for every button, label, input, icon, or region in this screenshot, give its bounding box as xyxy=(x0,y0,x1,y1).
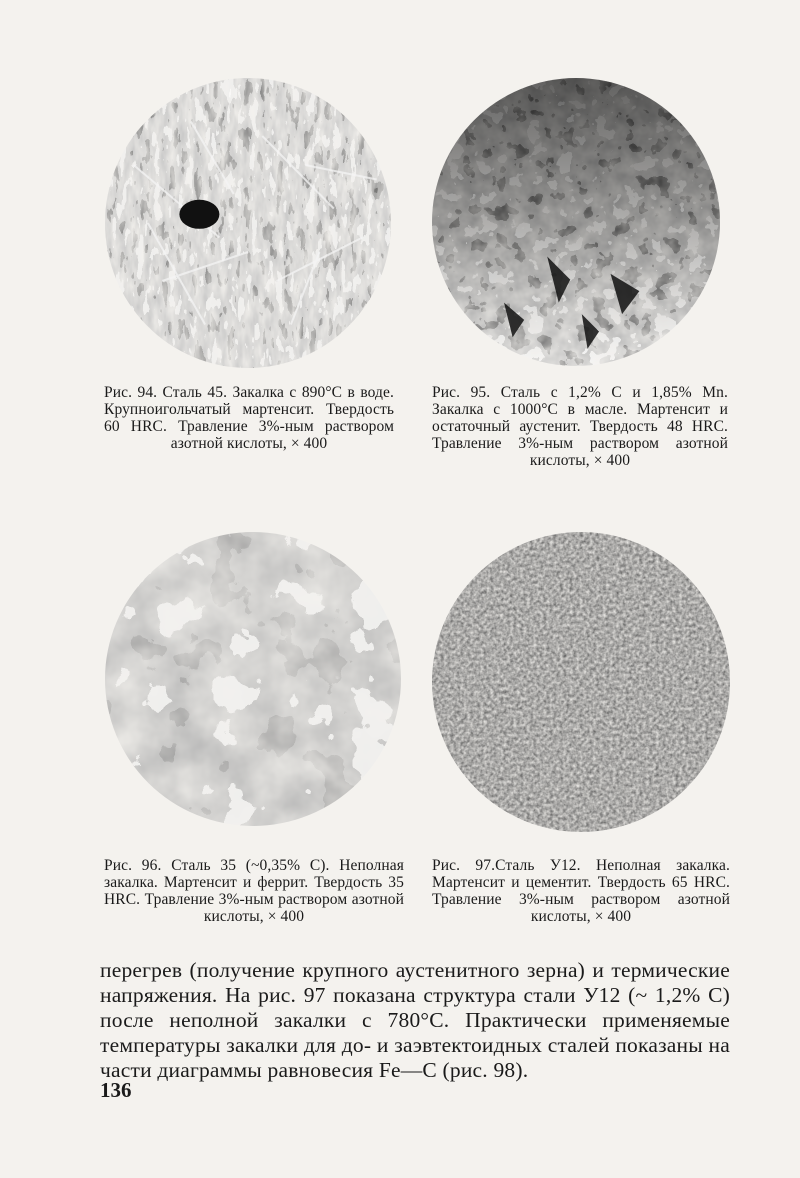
page-number: 136 xyxy=(100,1078,132,1102)
caption-fig95: Рис. 95. Сталь с 1,2% С и 1,85% Mn. Закалка с 1000°С в масле. Мартенсит и остаточный аустенит. Твердость 48 HRC. Травление 3%-ным раствором азотной кислоты, × 400 xyxy=(432,384,728,469)
caption-fig94: Рис. 94. Сталь 45. Закалка с 890°С в воде. Крупноигольчатый мартенсит. Твердость 60 HRC. Травление 3%-ным раствором азотной кислоты, × 400 xyxy=(104,384,394,452)
body-paragraph: перегрев (получение крупного аустенитного зерна) и термические напряжения. На рис. 97 показана структура стали У12 (~ 1,2% С) после неполной закалки с 780°С. Практически применяемые температуры закалки для до- и заэвтектоидных сталей показаны на части диаграммы равновесия Fe—C (рис. 98). xyxy=(100,958,730,1082)
caption-fig97: Рис. 97.Сталь У12. Неполная закалка. Мартенсит и цементит. Твердость 65 HRC. Травление 3%-ным раствором азотной кислоты, × 400 xyxy=(432,857,730,925)
micrograph-fig97 xyxy=(432,532,730,832)
micrograph-fig95 xyxy=(432,78,720,366)
micrograph-fig96 xyxy=(105,532,401,826)
micrograph-fig94 xyxy=(105,78,391,368)
caption-fig96: Рис. 96. Сталь 35 (~0,35% С). Неполная закалка. Мартенсит и феррит. Твердость 35 HRC. Травление 3%-ным раствором азотной кислоты, × 400 xyxy=(104,857,404,925)
